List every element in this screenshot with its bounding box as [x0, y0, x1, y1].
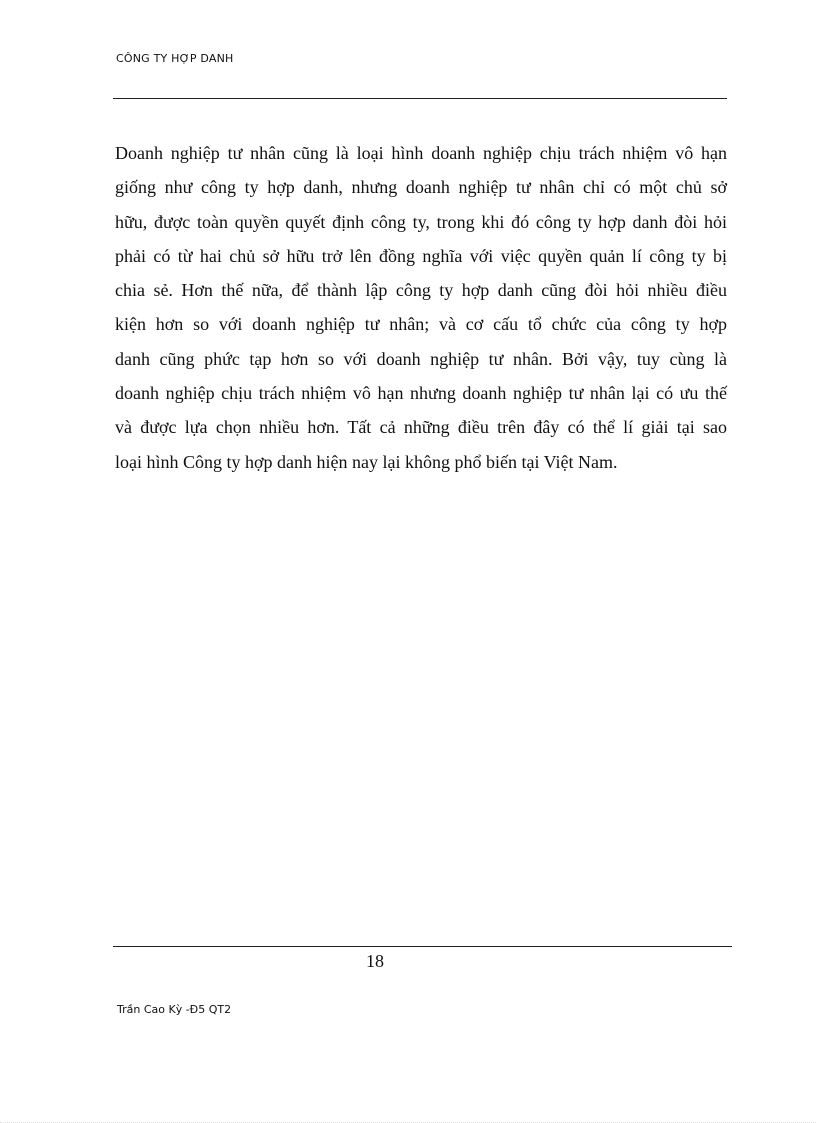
paragraph-line: chia sẻ. Hơn thế nữa, để thành lập công ty hợp danh cũng đòi hỏi nhiều điều — [115, 280, 727, 301]
footer-divider — [113, 946, 732, 947]
page-number: 18 — [366, 951, 384, 971]
paragraph-line: giống như công ty hợp danh, nhưng doanh nghiệp tư nhân chỉ có một chủ sở — [115, 177, 727, 198]
paragraph-line: doanh nghiệp chịu trách nhiệm vô hạn nhưng doanh nghiệp tư nhân lại có ưu thế — [115, 383, 727, 404]
footer-author: Trần Cao Kỳ -Đ5 QT2 — [117, 1003, 232, 1016]
page-header-title: CÔNG TY HỢP DANH — [116, 52, 234, 65]
paragraph-line: phải có từ hai chủ sở hữu trở lên đồng nghĩa với việc quyền quản lí công ty bị — [115, 245, 727, 266]
paragraph-line: danh cũng phức tạp hơn so với doanh nghiệp tư nhân. Bởi vậy, tuy cùng là — [115, 348, 727, 369]
paragraph-line: loại hình Công ty hợp danh hiện nay lại không phổ biến tại Việt Nam. — [115, 451, 618, 472]
body-paragraph — [115, 136, 727, 479]
paragraph-line: và được lựa chọn nhiều hơn. Tất cả những điều trên đây có thể lí giải tại sao — [115, 417, 727, 438]
paragraph-line: hữu, được toàn quyền quyết định công ty, trong khi đó công ty hợp danh đòi hỏi — [115, 211, 727, 232]
paragraph-line: kiện hơn so với doanh nghiệp tư nhân; và cơ cấu tổ chức của công ty hợp — [115, 314, 727, 335]
paragraph-line: Doanh nghiệp tư nhân cũng là loại hình doanh nghiệp chịu trách nhiệm vô hạn — [115, 143, 727, 163]
header-divider — [113, 98, 727, 99]
